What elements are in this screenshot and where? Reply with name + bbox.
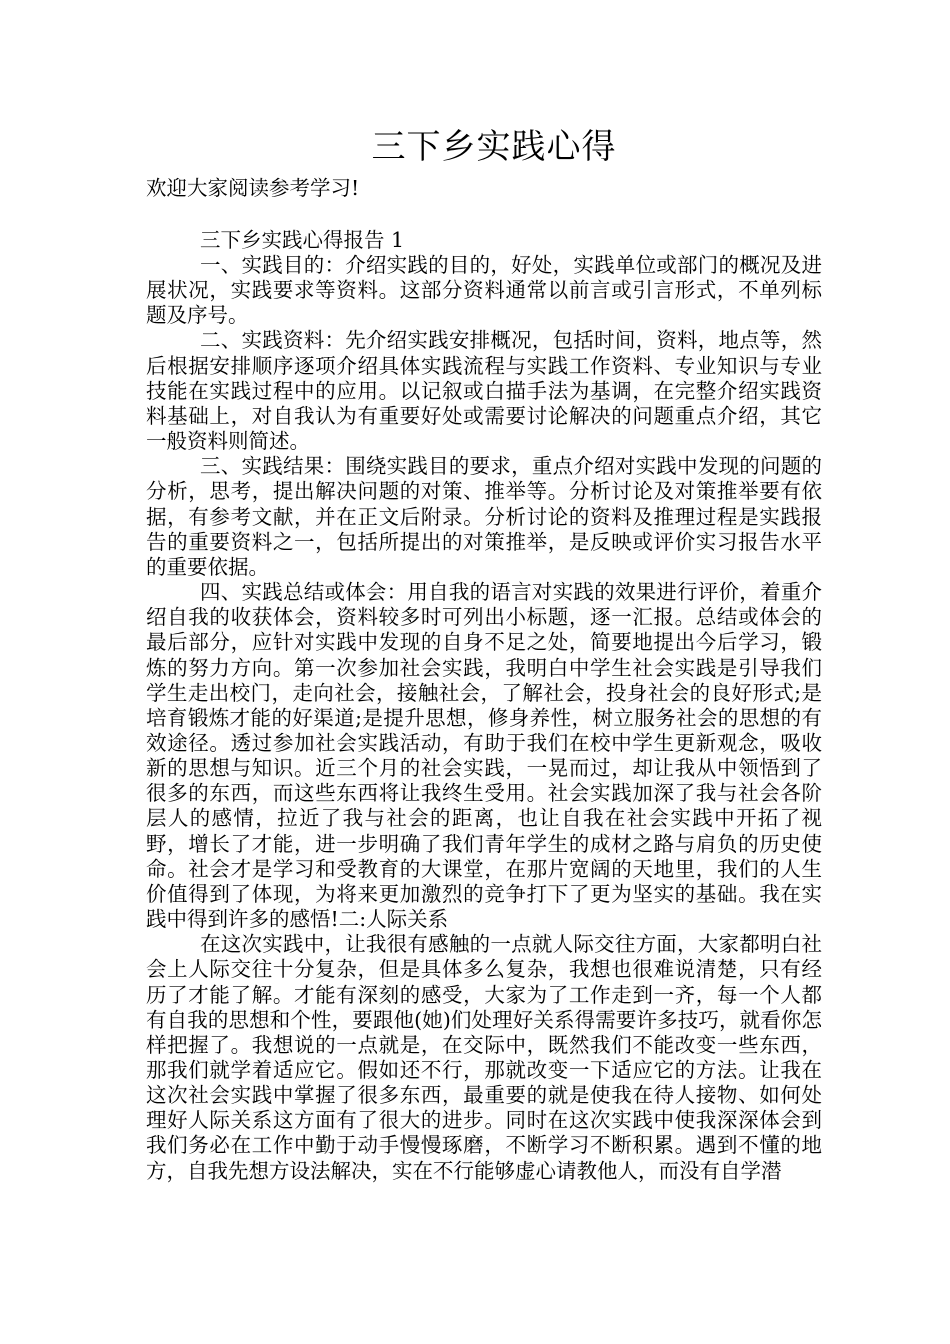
paragraph-summary: 四、实践总结或体会：用自我的语言对实践的效果进行评价，着重介绍自我的收获体会，资料较多时可列出小标题，逐一汇报。总结或体会的最后部分，应针对实践中发现的自身不足之处，简要地提出今后学习，锻炼的努力方向。第一次参加社会实践，我明白中学生社会实践是引导我们学生走出校门，走向社会，接触社会，了解社会，投身社会的良好形式;是培育锻炼才能的好渠道;是提升思想，修身养性，树立服务社会的思想的有效途径。透过参加社会实践活动，有助于我们在校中学生更新观念，吸收新的思想与知识。近三个月的社会实践，一晃而过，却让我从中领悟到了很多的东西，而这些东西将让我终生受用。社会实践加深了我与社会各阶层人的感情，拉近了我与社会的距离，也让自我在社会实践中开拓了视野，增长了才能，进一步明确了我们青年学生的成材之路与肩负的历史使命。社会才是学习和受教育的大课堂，在那片宽阔的天地里，我们的人生价值得到了体现，为将来更加激烈的竞争打下了更为坚实的基础。我在实践中得到许多的感悟!二:人际关系 xyxy=(146,580,822,932)
document-page xyxy=(146,120,822,1184)
report-title: 三下乡实践心得报告 1 xyxy=(200,228,405,252)
document-title: 三下乡实践心得 xyxy=(371,127,617,167)
paragraph-purpose: 一、实践目的：介绍实践的目的，好处，实践单位或部门的概况及进展状况，实践要求等资料。这部分资料通常以前言或引言形式，不单列标题及序号。 xyxy=(146,253,822,328)
paragraph-results: 三、实践结果：围绕实践目的要求，重点介绍对实践中发现的问题的分析，思考，提出解决问题的对策、推举等。分析讨论及对策推举要有依据，有参考文献，并在正文后附录。分析讨论的资料及推理过程是实践报告的重要资料之一，包括所提出的对策推举，是反映或评价实习报告水平的重要依据。 xyxy=(146,454,822,579)
paragraph-relationships: 在这次实践中，让我很有感触的一点就人际交往方面，大家都明白社会上人际交往十分复杂，但是具体多么复杂，我想也很难说清楚，只有经历了才能了解。才能有深刻的感受，大家为了工作走到一齐，每一个人都有自我的思想和个性，要跟他(她)们处理好关系得需要许多技巧，就看你怎样把握了。我想说的一点就是，在交际中，既然我们不能改变一些东西，那我们就学着适应它。假如还不行，那就改变一下适应它的方法。让我在这次社会实践中掌握了很多东西，最重要的就是使我在待人接物、如何处理好人际关系这方面有了很大的进步。同时在这次实践中使我深深体会到我们务必在工作中勤于动手慢慢琢磨，不断学习不断积累。遇到不懂的地方，自我先想方设法解决，实在不行能够虚心请教他人，而没有自学潜 xyxy=(146,932,822,1183)
paragraph-materials: 二、实践资料：先介绍实践安排概况，包括时间，资料，地点等，然后根据安排顺序逐项介绍具体实践流程与实践工作资料、专业知识与专业技能在实践过程中的应用。以记叙或白描手法为基调，在完整介绍实践资料基础上，对自我认为有重要好处或需要讨论解决的问题重点介绍，其它一般资料则简述。 xyxy=(146,328,822,454)
intro-text: 欢迎大家阅读参考学习! xyxy=(146,176,360,200)
